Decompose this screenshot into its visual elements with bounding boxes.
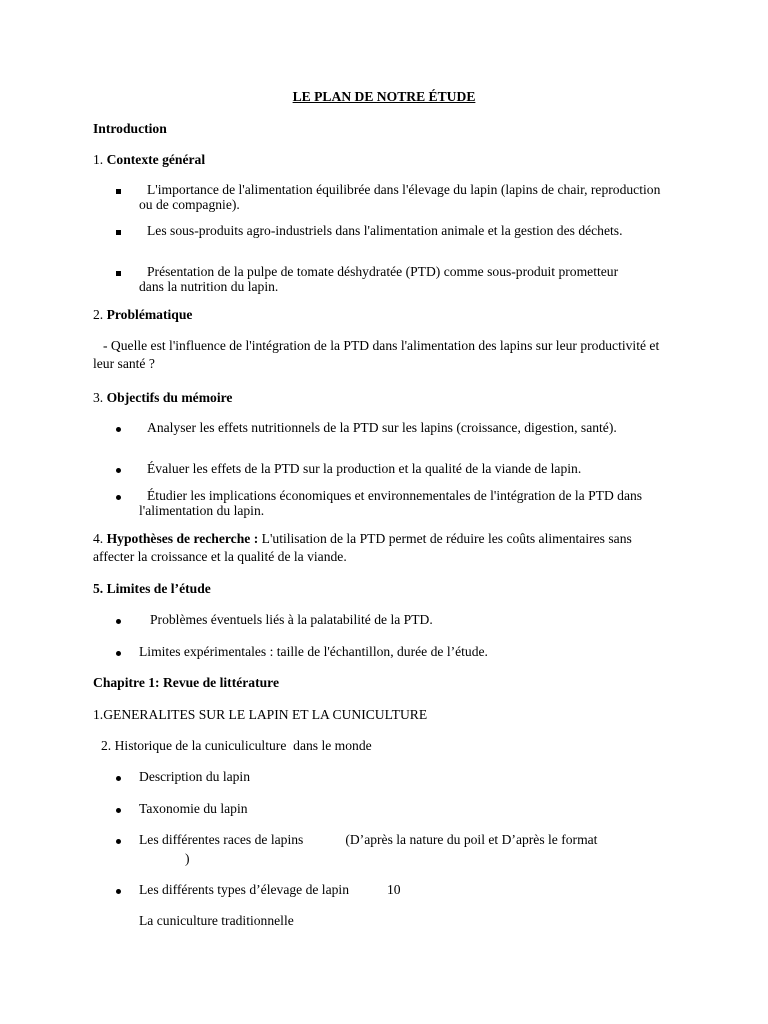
bullet-icon bbox=[116, 769, 132, 784]
bullet-icon bbox=[116, 488, 132, 503]
list-item-text: Taxonomie du lapin bbox=[139, 801, 248, 816]
bullet-icon bbox=[116, 461, 132, 476]
list-item-text bbox=[139, 882, 669, 897]
section-2-number: 2. bbox=[93, 307, 107, 322]
section-5-heading: 5. Limites de l’étude bbox=[93, 581, 211, 596]
races-label: Les différentes races de lapins bbox=[139, 832, 304, 847]
list-item-text bbox=[139, 832, 669, 847]
section-1-heading bbox=[93, 152, 205, 167]
bullet-icon bbox=[116, 882, 132, 897]
section-3-label: Objectifs du mémoire bbox=[106, 390, 233, 405]
chapter-1-heading: Chapitre 1: Revue de littérature bbox=[93, 675, 279, 690]
section-3-heading bbox=[93, 390, 232, 405]
bullet-icon bbox=[116, 801, 132, 816]
list-item-text: Limites expérimentales : taille de l'échantillon, durée de l’étude. bbox=[139, 644, 488, 659]
problem-statement: - Quelle est l'influence de l'intégration de la PTD dans l'alimentation des lapins sur leur productivité et leur santé ? bbox=[93, 338, 660, 371]
chapter-1-section-1: 1.GENERALITES SUR LE LAPIN ET LA CUNICULTURE bbox=[93, 707, 428, 722]
section-1-label: Contexte général bbox=[106, 152, 206, 167]
bullet-icon bbox=[116, 612, 132, 627]
races-note-close: ) bbox=[185, 851, 190, 866]
list-item-text: Présentation de la pulpe de tomate déshydratée (PTD) comme sous-produit prometteur dans la nutrition du lapin. bbox=[139, 264, 619, 294]
list-item-text: Description du lapin bbox=[139, 769, 250, 784]
list-item-text: Analyser les effets nutritionnels de la PTD sur les lapins (croissance, digestion, santé). bbox=[147, 420, 617, 435]
list-item-text: Étudier les implications économiques et environnementales de l'intégration de la PTD dans l'alimentation du lapin. bbox=[139, 488, 643, 518]
page-title: LE PLAN DE NOTRE ÉTUDE bbox=[292, 89, 476, 104]
section-1-number: 1. bbox=[93, 152, 107, 167]
list-item-text: Évaluer les effets de la PTD sur la production et la qualité de la viande de lapin. bbox=[147, 461, 582, 476]
list-item-text: Problèmes éventuels liés à la palatabilité de la PTD. bbox=[150, 612, 433, 627]
section-4-label: Hypothèses de recherche : bbox=[106, 531, 259, 546]
section-2-label: Problématique bbox=[106, 307, 193, 322]
section-2-heading bbox=[93, 307, 192, 322]
square-bullet-icon bbox=[116, 182, 132, 197]
bullet-icon bbox=[116, 644, 132, 659]
section-4-text: L'utilisation de la PTD permet de réduire les coûts alimentaires sans affecter la croissance et la qualité de la viande. bbox=[93, 531, 632, 564]
bullet-icon bbox=[116, 832, 132, 847]
races-note: (D’après la nature du poil et D’après le format bbox=[345, 832, 598, 847]
section-4-number: 4. bbox=[93, 531, 107, 546]
list-item-text: L'importance de l'alimentation équilibrée dans l'élevage du lapin (lapins de chair, reproduction ou de compagnie). bbox=[139, 182, 661, 212]
section-3-number: 3. bbox=[93, 390, 107, 405]
bullet-icon bbox=[116, 420, 132, 435]
square-bullet-icon bbox=[116, 223, 132, 238]
list-item-text: Les sous-produits agro-industriels dans l'alimentation animale et la gestion des déchets. bbox=[147, 223, 623, 238]
types-page-number: 10 bbox=[387, 882, 401, 897]
square-bullet-icon bbox=[116, 264, 132, 279]
types-label: Les différents types d’élevage de lapin bbox=[139, 882, 349, 897]
sub-item-traditional: La cuniculture traditionnelle bbox=[139, 913, 294, 928]
introduction-heading: Introduction bbox=[93, 121, 167, 136]
chapter-1-section-2: 2. Historique de la cuniculiculture dans le monde bbox=[101, 738, 372, 753]
section-4-paragraph bbox=[93, 530, 663, 566]
